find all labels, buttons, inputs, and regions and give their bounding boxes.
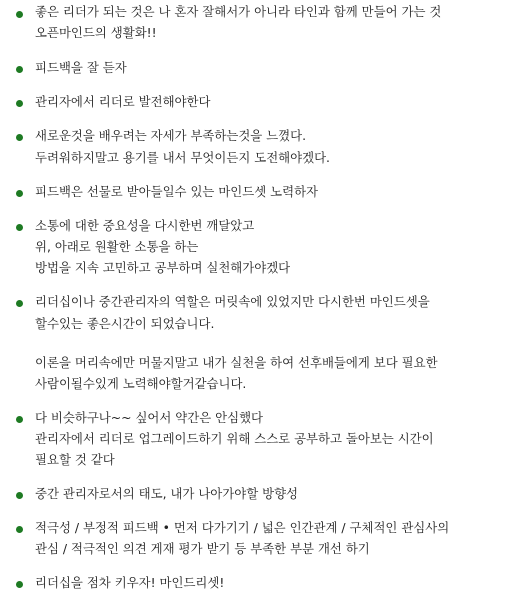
list-item-text: 방법을 지속 고민하고 공부하며 실천해가야겠다 <box>35 260 291 275</box>
list-item-text: 리더십이나 중간관리자의 역할은 머릿속에 있었지만 다시한번 마인드셋을 <box>35 294 430 309</box>
list-item-text: 다 비슷하구나~~ 싶어서 약간은 안심했다 <box>35 410 264 425</box>
list-item-text: 이론을 머리속에만 머물지말고 내가 실천을 하여 선후배들에게 보다 필요한 <box>35 355 438 370</box>
list-item-text: 필요할 것 같다 <box>35 452 115 467</box>
list-item-text: 중간 관리자로서의 태도, 내가 나아가야할 방향성 <box>35 486 299 501</box>
list-item-text: 새로운것을 배우려는 자세가 부족하는것을 느꼈다. <box>35 128 307 143</box>
list-item-text: 피드백은 선물로 받아들일수 있는 마인드셋 노력하자 <box>35 184 319 199</box>
list-item-text: 관리자에서 리더로 업그레이드하기 위해 스스로 공부하고 돌아보는 시간이 <box>35 431 434 446</box>
bullet-icon <box>16 190 23 197</box>
bullet-icon <box>16 100 23 107</box>
list-item-text: 두려워하지말고 용기를 내서 무엇이든지 도전해야겠다. <box>35 150 330 165</box>
bullet-icon <box>16 224 23 231</box>
bullet-icon <box>16 416 23 423</box>
bullet-icon <box>16 581 23 588</box>
list-item-text: 적극성 / 부정적 피드백 • 먼저 다가기기 / 넓은 인간관계 / 구체적인 관심사의 <box>35 520 450 535</box>
bullet-icon <box>16 492 23 499</box>
list-item-text: 리더십을 점차 키우자! 마인드리셋! <box>35 575 225 590</box>
list-item-text: 사람이될수있게 노력해야할거같습니다. <box>35 376 247 391</box>
bullet-icon <box>16 134 23 141</box>
bullet-icon <box>16 300 23 307</box>
list-item-text: 관리자에서 리더로 발전해야한다 <box>35 94 211 109</box>
bullet-icon <box>16 66 23 73</box>
list-item-text: 좋은 리더가 되는 것은 나 혼자 잘해서가 아니라 타인과 함께 만들어 가는 것 <box>35 4 442 19</box>
list-item-text: 위, 아래로 원활한 소통을 하는 <box>35 239 199 254</box>
list-item-text: 오픈마인드의 생활화!! <box>35 25 157 40</box>
list-item-text: 피드백을 잘 듣자 <box>35 60 127 75</box>
list-item-text: 소통에 대한 중요성을 다시한번 깨달았고 <box>35 218 255 233</box>
list-item-text: 할수있는 좋은시간이 되었습니다. <box>35 316 215 331</box>
bullet-icon <box>16 526 23 533</box>
list-item-text: 관심 / 적극적인 의견 게재 평가 받기 등 부족한 부분 개선 하기 <box>35 541 370 556</box>
bullet-icon <box>16 11 23 18</box>
